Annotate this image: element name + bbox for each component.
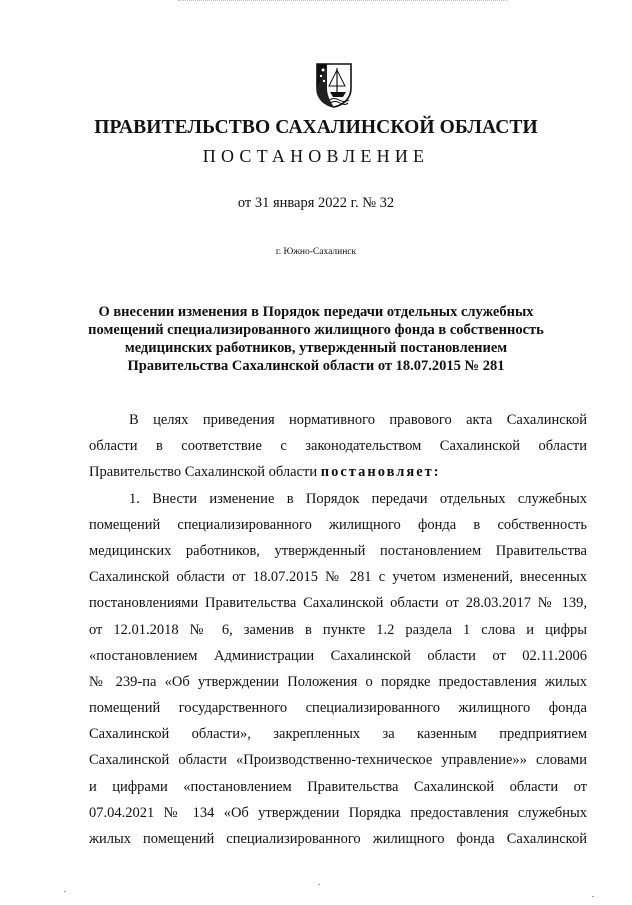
body-line: «постановлением Администрации Сахалинской области от 02.11.2006: [89, 647, 587, 664]
scan-speck: [318, 884, 320, 885]
body-line: помещений специализированного жилищного фонда в собственность: [89, 516, 587, 533]
body-line: от 12.01.2018 № 6, заменив в пункте 1.2 раздела 1 слова и цифры: [89, 621, 587, 638]
body-line: Сахалинской области», закрепленных за казенным предприятием: [89, 726, 587, 743]
body-line: 1. Внести изменение в Порядок передачи отдельных служебных: [129, 490, 587, 507]
body-line: и цифрами «постановлением Правительства Сахалинской области от: [89, 778, 587, 795]
subject-line: О внесении изменения в Порядок передачи отдельных служебных: [98, 304, 534, 320]
body-line: 07.04.2021 № 134 «Об утверждении Порядка предоставления служебных: [89, 804, 587, 821]
body-text-segment: Правительство Сахалинской области: [89, 464, 321, 481]
subject-line: Правительства Сахалинской области от 18.07.2015 № 281: [127, 358, 505, 374]
body-line: Сахалинской области от 18.07.2015 № 281 с учетом изменений, внесенных: [89, 569, 587, 586]
scan-speck: [64, 891, 66, 892]
scan-speck: [592, 896, 594, 897]
body-line: № 239-па «Об утверждении Положения о порядке предоставления жилых: [89, 673, 587, 690]
subject-line: медицинских работников, утвержденный постановлением: [124, 340, 508, 356]
resolution-keyword: постановляет:: [320, 464, 441, 481]
document-city: г. Южно-Сахалинск: [275, 247, 357, 257]
document-type: ПОСТАНОВЛЕНИЕ: [202, 146, 430, 166]
body-line: жилых помещений специализированного жилищного фонда Сахалинской: [89, 831, 587, 847]
scan-top-edge: [178, 0, 508, 2]
sakhalin-coat-of-arms-icon: [315, 62, 353, 108]
body-line: В целях приведения нормативного правового акта Сахалинской: [129, 412, 587, 428]
body-line: медицинских работников, утвержденный постановлением Правительства: [89, 542, 587, 559]
body-line: Сахалинской области «Производственно-техническое управление»» словами: [89, 752, 587, 769]
document-subject: [60, 303, 572, 375]
subject-line: помещений специализированного жилищного фонда в собственность: [88, 322, 544, 338]
body-line: постановлениями Правительства Сахалинской области от 28.03.2017 № 139,: [89, 595, 587, 612]
body-line: области в соответствие с законодательством Сахалинской области: [89, 438, 587, 455]
body-line: [89, 459, 587, 485]
organization-title: ПРАВИТЕЛЬСТВО САХАЛИНСКОЙ ОБЛАСТИ: [94, 117, 538, 138]
document-body: [89, 407, 587, 852]
document-date-number: от 31 января 2022 г. № 32: [237, 195, 395, 211]
body-line: помещений государственного специализированного жилищного фонда: [89, 700, 587, 717]
